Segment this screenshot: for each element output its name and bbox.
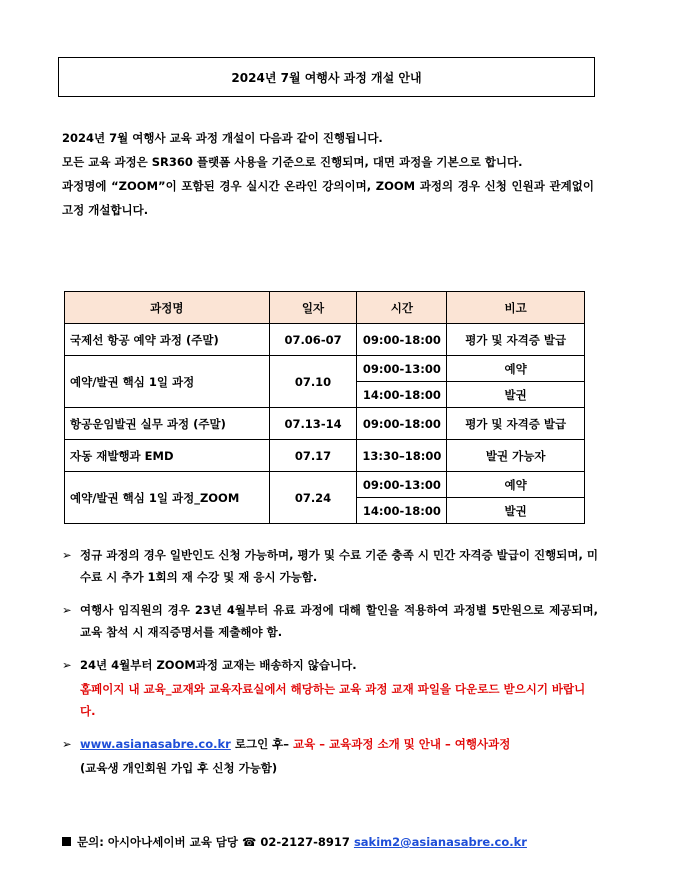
list-item [62, 654, 598, 676]
menu-path: 교육 – 교육과정 소개 및 안내 – 여행사과정 [293, 737, 511, 751]
intro-line: 모든 교육 과정은 SR360 플랫폼 사용을 기준으로 진행되며, 대면 과정을 기본으로 합니다. [62, 155, 523, 169]
square-bullet-icon [62, 837, 71, 846]
table-row [65, 440, 585, 472]
date-cell: 07.17 [269, 440, 357, 472]
date-cell: 07.06-07 [269, 324, 357, 356]
table-row [65, 472, 585, 498]
table-row [65, 408, 585, 440]
download-notice: 홈페이지 내 교육_교재와 교육자료실에서 해당하는 교육 과정 교재 파일을 다운로드 받으시기 바랍니다. [80, 682, 586, 718]
date-cell: 07.24 [269, 472, 357, 524]
time-cell: 09:00-13:00 [357, 356, 447, 382]
list-item [62, 544, 598, 588]
table-row [65, 324, 585, 356]
contact-label: 문의: 아시아나세이버 교육 담당 ☎ 02-2127-8917 [77, 835, 354, 849]
email-link[interactable]: sakim2@asianasabre.co.kr [353, 835, 527, 849]
header-course-name: 과정명 [65, 292, 270, 324]
signup-note: (교육생 개인회원 가입 후 신청 가능함) [80, 761, 278, 775]
note-cell: 발권 [447, 382, 585, 408]
note-cell: 예약 [447, 472, 585, 498]
course-name-cell: 국제선 항공 예약 과정 (주말) [65, 324, 270, 356]
arrow-bullet-icon: ➢ [62, 737, 72, 751]
date-cell: 07.10 [269, 356, 357, 408]
time-cell: 09:00-13:00 [357, 472, 447, 498]
notice-text: 여행사 임직원의 경우 23년 4월부터 유료 과정에 대해 할인을 적용하여 과정별 5만원으로 제공되며, 교육 참석 시 재직증명서를 제출해야 함. [80, 603, 598, 639]
time-cell: 14:00-18:00 [357, 382, 447, 408]
notice-list [62, 544, 598, 779]
intro-line: 과정명에 “ZOOM”이 포함된 경우 실시간 온라인 강의이며, ZOOM 과정의 경우 신청 인원과 관계없이 고정 개설합니다. [62, 179, 594, 217]
time-cell: 09:00-18:00 [357, 324, 447, 356]
date-cell: 07.13-14 [269, 408, 357, 440]
time-cell: 13:30–18:00 [357, 440, 447, 472]
note-cell: 평가 및 자격증 발급 [447, 408, 585, 440]
course-table [64, 291, 585, 524]
course-name-cell: 자동 재발행과 EMD [65, 440, 270, 472]
course-name-cell: 항공운임발권 실무 과정 (주말) [65, 408, 270, 440]
notice-text: 24년 4월부터 ZOOM과정 교재는 배송하지 않습니다. [80, 658, 357, 672]
document-title [58, 57, 595, 97]
website-link[interactable]: www.asianasabre.co.kr [80, 737, 231, 751]
intro-line: 2024년 7월 여행사 교육 과정 개설이 다음과 같이 진행됩니다. [62, 131, 383, 145]
header-time: 시간 [357, 292, 447, 324]
header-date: 일자 [269, 292, 357, 324]
note-cell: 예약 [447, 356, 585, 382]
notice-text [80, 733, 598, 755]
notice-text: 정규 과정의 경우 일반인도 신청 가능하며, 평가 및 수료 기준 충족 시 민간 자격증 발급이 진행되며, 미 수료 시 추가 1회의 재 수강 및 재 응시 가능함. [80, 548, 598, 584]
table-header-row [65, 292, 585, 324]
arrow-bullet-icon: ➢ [62, 548, 72, 562]
time-cell: 14:00-18:00 [357, 498, 447, 524]
document-title-text: 2024년 7월 여행사 과정 개설 안내 [231, 70, 422, 85]
list-item [62, 599, 598, 643]
arrow-bullet-icon: ➢ [62, 658, 72, 672]
header-note: 비고 [447, 292, 585, 324]
intro-section [62, 126, 594, 222]
course-name-cell: 예약/발권 핵심 1일 과정_ZOOM [65, 472, 270, 524]
note-cell: 발권 [447, 498, 585, 524]
table-row [65, 356, 585, 382]
arrow-bullet-icon: ➢ [62, 603, 72, 617]
note-cell: 평가 및 자격증 발급 [447, 324, 585, 356]
list-item [62, 733, 598, 755]
course-name-cell: 예약/발권 핵심 1일 과정 [65, 356, 270, 408]
time-cell: 09:00-18:00 [357, 408, 447, 440]
contact-footer [62, 834, 527, 850]
login-text: 로그인 후– [230, 737, 294, 751]
note-cell: 발권 가능자 [447, 440, 585, 472]
